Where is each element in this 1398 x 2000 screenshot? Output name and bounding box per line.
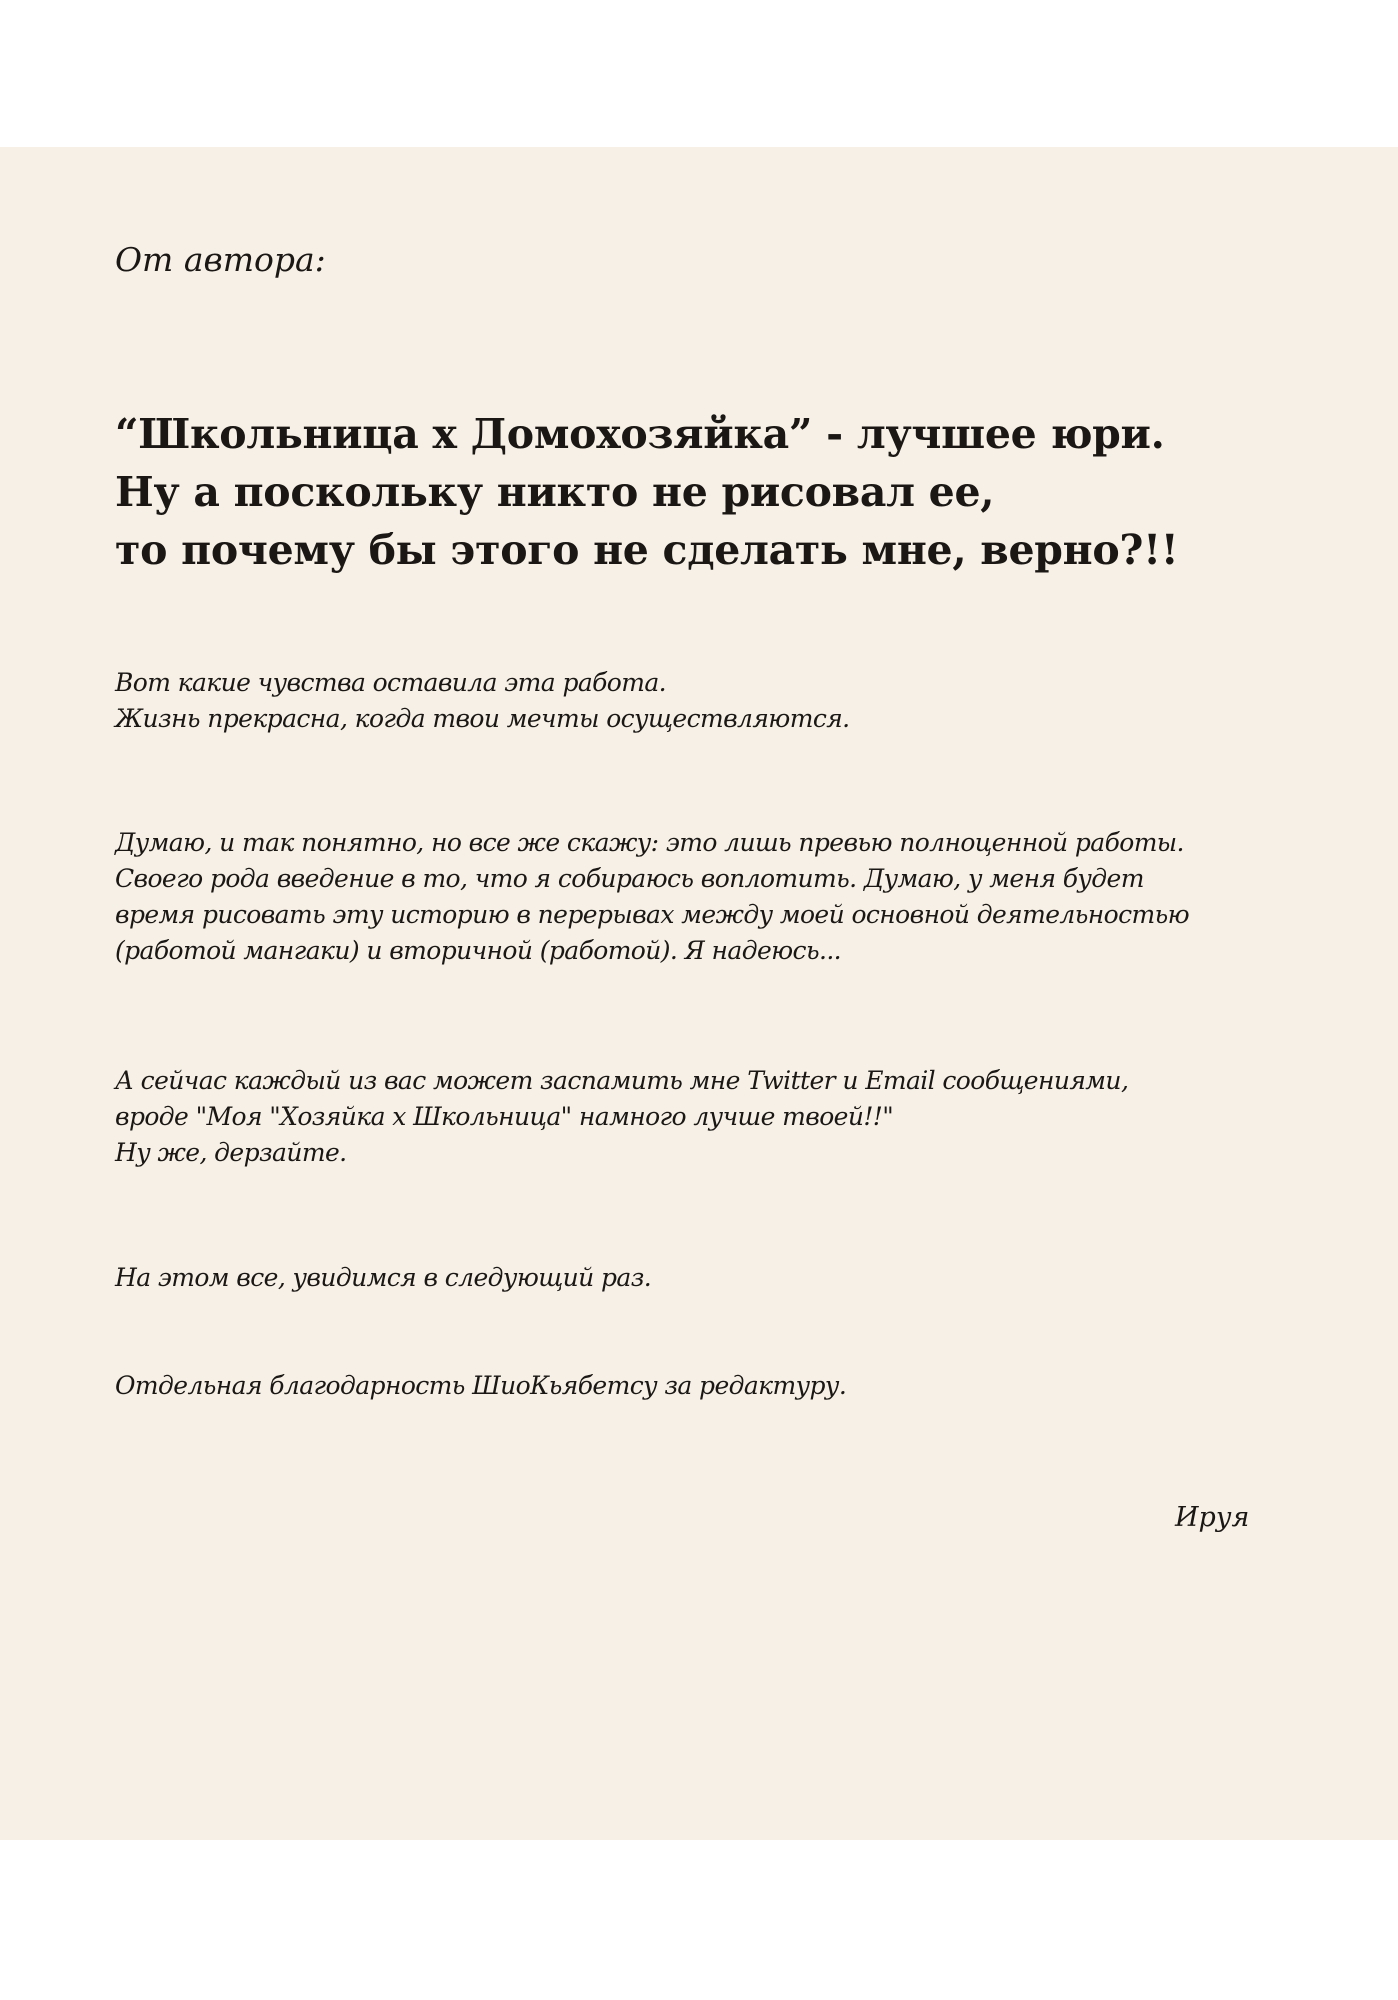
paragraph-spam	[115, 1063, 1128, 1171]
paragraph-goodbye	[115, 1260, 651, 1296]
author-note-heading: От автора:	[115, 240, 326, 279]
paragraph-line: Вот какие чувства оставила эта работа.	[115, 668, 667, 697]
headline-line: “Школьница х Домохозяйка” - лучшее юри.	[115, 410, 1165, 458]
author-signature: Ируя	[1175, 1502, 1250, 1533]
paragraph-line: Отдельная благодарность ШиоКьябетсу за редактуру.	[115, 1371, 847, 1400]
paragraph-preview	[115, 825, 1189, 969]
paragraph-line: вроде "Моя "Хозяйка х Школьница" намного лучше твоей!!"	[115, 1102, 894, 1131]
headline	[115, 405, 1179, 579]
paragraph-thanks	[115, 1368, 846, 1404]
headline-line: то почему бы этого не сделать мне, верно?!!	[115, 526, 1179, 574]
paragraph-line: Ну же, дерзайте.	[115, 1138, 347, 1167]
paper-page	[0, 147, 1398, 1840]
paragraph-line: Думаю, и так понятно, но все же скажу: это лишь превью полноценной работы.	[115, 828, 1184, 857]
paragraph-line: На этом все, увидимся в следующий раз.	[115, 1263, 652, 1292]
paragraph-line: Жизнь прекрасна, когда твои мечты осуществляются.	[115, 704, 850, 733]
paragraph-line: Своего рода введение в то, что я собираюсь воплотить. Думаю, у меня будет	[115, 864, 1144, 893]
paragraph-feelings	[115, 665, 850, 737]
headline-line: Ну а поскольку никто не рисовал ее,	[115, 468, 995, 516]
paragraph-line: (работой мангаки) и вторичной (работой). Я надеюсь...	[115, 936, 842, 965]
paragraph-line: А сейчас каждый из вас может заспамить мне Twitter и Email сообщениями,	[115, 1066, 1129, 1095]
paragraph-line: время рисовать эту историю в перерывах между моей основной деятельностью	[115, 900, 1190, 929]
